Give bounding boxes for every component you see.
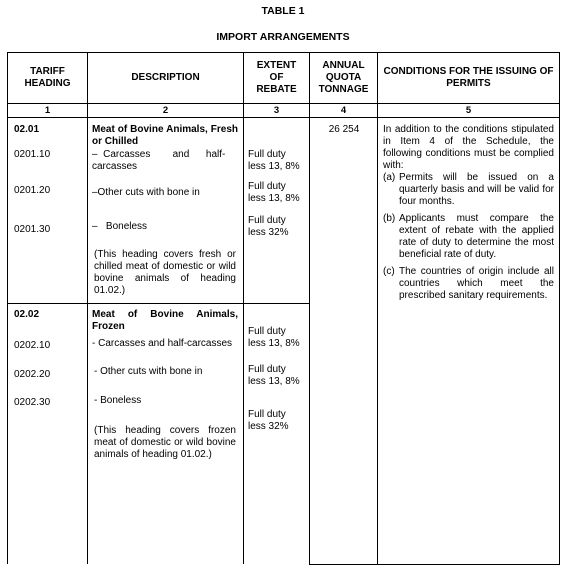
tariff-cell [8, 304, 88, 565]
condition-text: The countries of origin include all countries which meet the prescribed sanitary requirements. [399, 266, 554, 301]
rebate-cell [244, 118, 310, 304]
tariff-code: 0201.30 [14, 224, 51, 235]
col-number: 2 [88, 104, 244, 118]
tariff-code: 0202.10 [14, 340, 51, 351]
conditions-cell [378, 118, 560, 565]
quota-cell [310, 118, 378, 565]
condition-text: Permits will be issued on a quarterly basis and will be valid for four months. [399, 172, 554, 207]
table-row [8, 118, 560, 304]
col-number: 4 [310, 104, 378, 118]
item-description: – Carcasses and half-carcasses [92, 149, 226, 172]
col-number: 5 [378, 104, 560, 118]
col-header-conditions: CONDITIONS FOR THE ISSUING OF PERMITS [378, 53, 560, 104]
conditions-intro: In addition to the conditions stipulated in Item 4 of the Schedule, the following conditions must be complied with: [383, 124, 554, 171]
rebate-value: Full duty less 13, 8% [248, 149, 300, 172]
rebate-value: Full duty less 32% [248, 409, 289, 432]
rebate-value: Full duty less 13, 8% [248, 181, 300, 204]
condition-label: (c) [383, 266, 395, 277]
item-description: - Boneless [94, 395, 142, 406]
table-number: TABLE 1 [261, 5, 305, 17]
heading-note: (This heading covers frozen meat of domestic or wild bovine animals of heading 01.02.) [94, 425, 236, 460]
rebate-value: Full duty less 13, 8% [248, 326, 300, 349]
col-header-description: DESCRIPTION [88, 53, 244, 104]
description-cell [88, 118, 244, 304]
tariff-code: 0202.20 [14, 369, 51, 380]
condition-label: (b) [383, 213, 396, 224]
rebate-value: Full duty less 13, 8% [248, 364, 300, 387]
item-description: - Carcasses and half-carcasses [92, 338, 233, 349]
item-description: – Boneless [92, 221, 148, 232]
col-header-quota: ANNUAL QUOTA TONNAGE [310, 53, 378, 104]
col-header-tariff: TARIFF HEADING [8, 53, 88, 104]
heading-description: Meat of Bovine Animals, Fresh or Chilled [92, 124, 238, 147]
header-row [8, 53, 560, 104]
col-header-rebate: EXTENT OF REBATE [244, 53, 310, 104]
rebate-value: Full duty less 32% [248, 215, 289, 238]
tariff-code: 0202.30 [14, 397, 51, 408]
heading-code: 02.02 [14, 309, 40, 320]
heading-code: 02.01 [14, 124, 40, 135]
rebate-cell [244, 304, 310, 565]
col-number: 3 [244, 104, 310, 118]
description-cell [88, 304, 244, 565]
heading-description: Meat of Bovine Animals, Frozen [92, 309, 238, 332]
tariff-code: 0201.10 [14, 149, 51, 160]
quota-value: 26 254 [328, 124, 360, 135]
tariff-code: 0201.20 [14, 185, 51, 196]
tariff-cell [8, 118, 88, 304]
column-number-row [8, 104, 560, 118]
condition-text: Applicants must compare the extent of rebate with the applied rate of duty to determine the most beneficial rate of duty. [399, 213, 554, 260]
import-arrangements-table [7, 52, 560, 565]
col-number: 1 [8, 104, 88, 118]
heading-note: (This heading covers fresh or chilled meat of domestic or wild bovine animals of heading 01.02.) [94, 249, 236, 296]
item-description: –Other cuts with bone in [92, 187, 200, 198]
item-description: - Other cuts with bone in [94, 366, 203, 377]
condition-label: (a) [383, 172, 396, 183]
table-subtitle: IMPORT ARRANGEMENTS [216, 31, 350, 43]
